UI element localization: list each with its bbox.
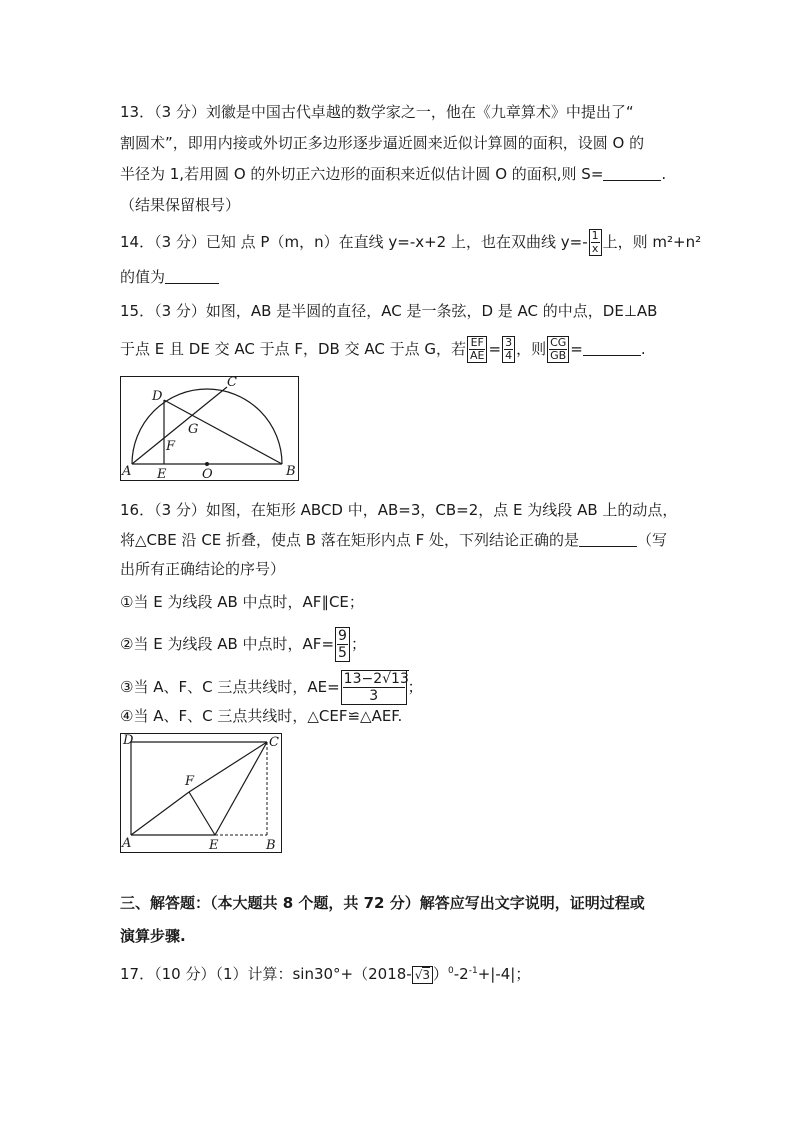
segment-db [164, 400, 282, 464]
q13-line1: 13．（3 分）刘徽是中国古代卓越的数学家之一，他在《九章算术》中提出了“ [120, 103, 634, 121]
section3-heading-line2: 演算步骤. [120, 927, 186, 945]
fraction-9-5 [335, 627, 350, 662]
label-g: G [188, 422, 199, 437]
q16-opt2-end: ； [350, 635, 366, 653]
segment-ec [215, 742, 267, 835]
q17-text-d: +|-4|； [477, 965, 531, 983]
q14-text-b: 上，则 m²+n² [602, 233, 702, 251]
q13-line4: （结果保留根号） [120, 196, 241, 214]
answer-blank[interactable] [603, 165, 661, 181]
figure-semicircle [120, 376, 300, 482]
label-o: O [202, 467, 213, 482]
frac-den: 3 [369, 688, 379, 704]
q16-line2 [120, 530, 667, 550]
q16-option2 [120, 627, 366, 662]
q13-line3 [120, 164, 666, 184]
label-b: B [266, 838, 276, 853]
q14-line2 [120, 267, 219, 287]
frac-num [343, 671, 409, 688]
fraction-1-over-x [589, 229, 602, 256]
frac-den: 5 [338, 645, 347, 661]
q15-line1: 15．（3 分）如图，AB 是半圆的直径，AC 是一条弦，D 是 AC 的中点，DE⊥AB [120, 302, 658, 320]
q14-line1 [120, 229, 701, 256]
segment-af [131, 792, 189, 835]
chord-ac [132, 387, 227, 464]
q16-opt2-text: ②当 E 为线段 AB 中点时，AF= [120, 635, 335, 653]
label-c: C [269, 735, 279, 750]
label-f: F [166, 439, 176, 454]
answer-blank[interactable] [579, 531, 637, 547]
label-c: C [227, 376, 237, 390]
frac-den: 4 [505, 349, 513, 362]
q13-period: . [661, 165, 667, 183]
q17-text-b: ） [433, 965, 449, 983]
frac-den: x [591, 242, 599, 255]
sqrt-symbol: √ [414, 967, 423, 982]
q15-text-b: ，则 [516, 340, 547, 358]
figure-frame [121, 377, 299, 481]
q16-option4: ④当 A、F、C 三点共线时，△CEF≌△AEF. [120, 707, 403, 725]
q14-text-a: 14．（3 分）已知 点 P（m，n）在直线 y=-x+2 上，也在双曲线 y=- [120, 233, 588, 251]
q14-text-c: 的值为 [120, 268, 166, 286]
label-f: F [185, 774, 195, 789]
frac-num: 9 [338, 628, 347, 644]
fraction-ae [341, 670, 407, 705]
frac-num-text: 13−2 [343, 671, 383, 687]
sqrt-3 [412, 966, 433, 984]
label-a: A [122, 836, 132, 851]
sqrt-radicand: 3 [422, 967, 431, 982]
label-a: A [122, 464, 132, 479]
q17-line1 [120, 961, 530, 984]
figure-rectangle [120, 733, 283, 854]
label-e: E [209, 838, 219, 853]
q17-text-c: -2 [453, 965, 469, 983]
q16-line3: 出所有正确结论的序号） [120, 560, 286, 578]
fraction-cg-gb [547, 336, 569, 363]
center-point [205, 462, 209, 466]
answer-blank[interactable] [165, 268, 219, 284]
q15-line2 [120, 336, 646, 363]
label-d: D [123, 733, 134, 748]
q16-opt3-end: ； [407, 678, 423, 696]
q13-line2: 割圆术”，即用内接或外切正多边形逐步逼近圆来近似计算圆的面积，设圆 O 的 [120, 134, 645, 152]
q16-option3 [120, 670, 423, 705]
label-e: E [157, 467, 167, 482]
q15-period: . [640, 340, 646, 358]
exponent-neg1: -1 [468, 966, 478, 976]
frac-num: EF [470, 336, 484, 349]
segment-fc [189, 742, 267, 792]
segment-fe [189, 792, 215, 835]
frac-num: 1 [591, 229, 599, 242]
frac-num: CG [550, 336, 567, 349]
q16-option1: ①当 E 为线段 AB 中点时，AF∥CE； [120, 593, 364, 611]
q16-text-a: 将△CBE 沿 CE 折叠，使点 B 落在矩形内点 F 处，下列结论正确的是 [120, 531, 580, 549]
q16-text-b: （写 [637, 531, 668, 549]
exponent-0: 0 [448, 966, 454, 976]
frac-den: GB [550, 349, 567, 362]
q15-text-c: = [570, 340, 583, 358]
frac-den: AE [470, 349, 485, 362]
q15-eq: = [488, 340, 502, 358]
label-d: D [152, 389, 163, 404]
section3-heading-line1: 三、解答题：（本大题共 8 个题，共 72 分）解答应写出文字说明，证明过程或 [120, 894, 645, 912]
answer-blank[interactable] [583, 340, 641, 356]
label-b: B [286, 464, 296, 479]
q17-text-a: 17．（10 分）（1）计算：sin30°+（2018- [120, 965, 412, 983]
q13-line3-text: 半径为 1,若用圆 O 的外切正六边形的面积来近似估计圆 O 的面积,则 S= [120, 165, 604, 183]
sqrt-symbol: √ [382, 671, 392, 687]
fraction-3-4 [502, 336, 515, 363]
q16-opt3-text: ③当 A、F、C 三点共线时，AE= [120, 678, 340, 696]
frac-num: 3 [505, 336, 513, 349]
q15-text-a: 于点 E 且 DE 交 AC 于点 F，DB 交 AC 于点 G，若 [120, 340, 466, 358]
fraction-ef-ae [467, 336, 487, 363]
sqrt-radicand: 13 [391, 671, 409, 687]
q16-line1: 16．（3 分）如图，在矩形 ABCD 中，AB=3，CB=2，点 E 为线段 AB 上的动点， [120, 501, 678, 519]
